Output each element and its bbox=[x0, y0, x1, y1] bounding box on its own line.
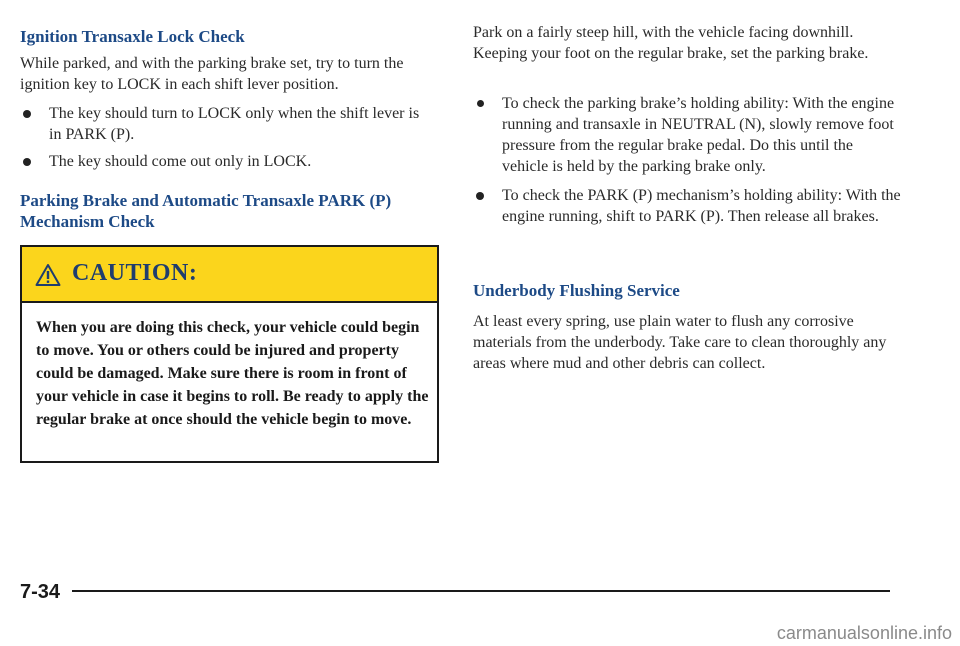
list-item bbox=[473, 93, 903, 177]
bullet-text: The key should turn to LOCK only when the shift lever is in PARK (P). bbox=[49, 105, 420, 143]
caution-title: CAUTION: bbox=[72, 260, 198, 286]
bullet-list-holding-checks bbox=[473, 93, 903, 227]
list-item bbox=[473, 185, 903, 227]
list-item bbox=[20, 103, 425, 145]
watermark: carmanualsonline.info bbox=[776, 623, 952, 643]
bullet-text: To check the parking brake’s holding ability: With the engine running and transaxle in NEUTRAL (N), slowly remove foot pressure from the regular brake pedal. Do this until the vehicle is held by the parking brake only. bbox=[502, 95, 895, 175]
bullet-list-key-check bbox=[20, 103, 425, 172]
list-item bbox=[20, 151, 425, 172]
page-number: 7-34 bbox=[20, 581, 61, 603]
paragraph-ignition-check: While parked, and with the parking brake set, try to turn the ignition key to LOCK in each shift lever position. bbox=[20, 55, 404, 93]
bullet-text: The key should come out only in LOCK. bbox=[49, 153, 312, 170]
caution-text: When you are doing this check, your vehicle could begin to move. You or others could be injured and property could be damaged. Make sure there is room in front of your vehicle in case it begins to roll. Be ready to apply the regular brake at once should the vehicle begin to move. bbox=[36, 319, 429, 428]
bullet-icon bbox=[476, 192, 484, 200]
caution-header bbox=[22, 247, 437, 303]
bullet-icon bbox=[23, 158, 31, 166]
warning-triangle-icon bbox=[35, 263, 61, 287]
heading-parking-brake-check: Parking Brake and Automatic Transaxle PARK (P) Mechanism Check bbox=[20, 191, 392, 231]
caution-box bbox=[20, 245, 439, 463]
bullet-icon bbox=[23, 110, 31, 118]
heading-underbody-flushing-service: Underbody Flushing Service bbox=[473, 281, 680, 300]
paragraph-underbody-flushing: At least every spring, use plain water to flush any corrosive materials from the underbody. Take care to clean thoroughly any areas where mud and other debris can collect. bbox=[473, 313, 887, 372]
bullet-icon bbox=[477, 100, 484, 107]
paragraph-park-on-hill: Park on a fairly steep hill, with the vehicle facing downhill. Keeping your foot on the regular brake, set the parking brake. bbox=[473, 24, 869, 62]
bullet-text: To check the PARK (P) mechanism’s holding ability: With the engine running, shift to PARK (P). Then release all brakes. bbox=[502, 187, 901, 225]
footer-divider bbox=[72, 590, 890, 592]
heading-ignition-transaxle-lock-check: Ignition Transaxle Lock Check bbox=[20, 27, 245, 46]
